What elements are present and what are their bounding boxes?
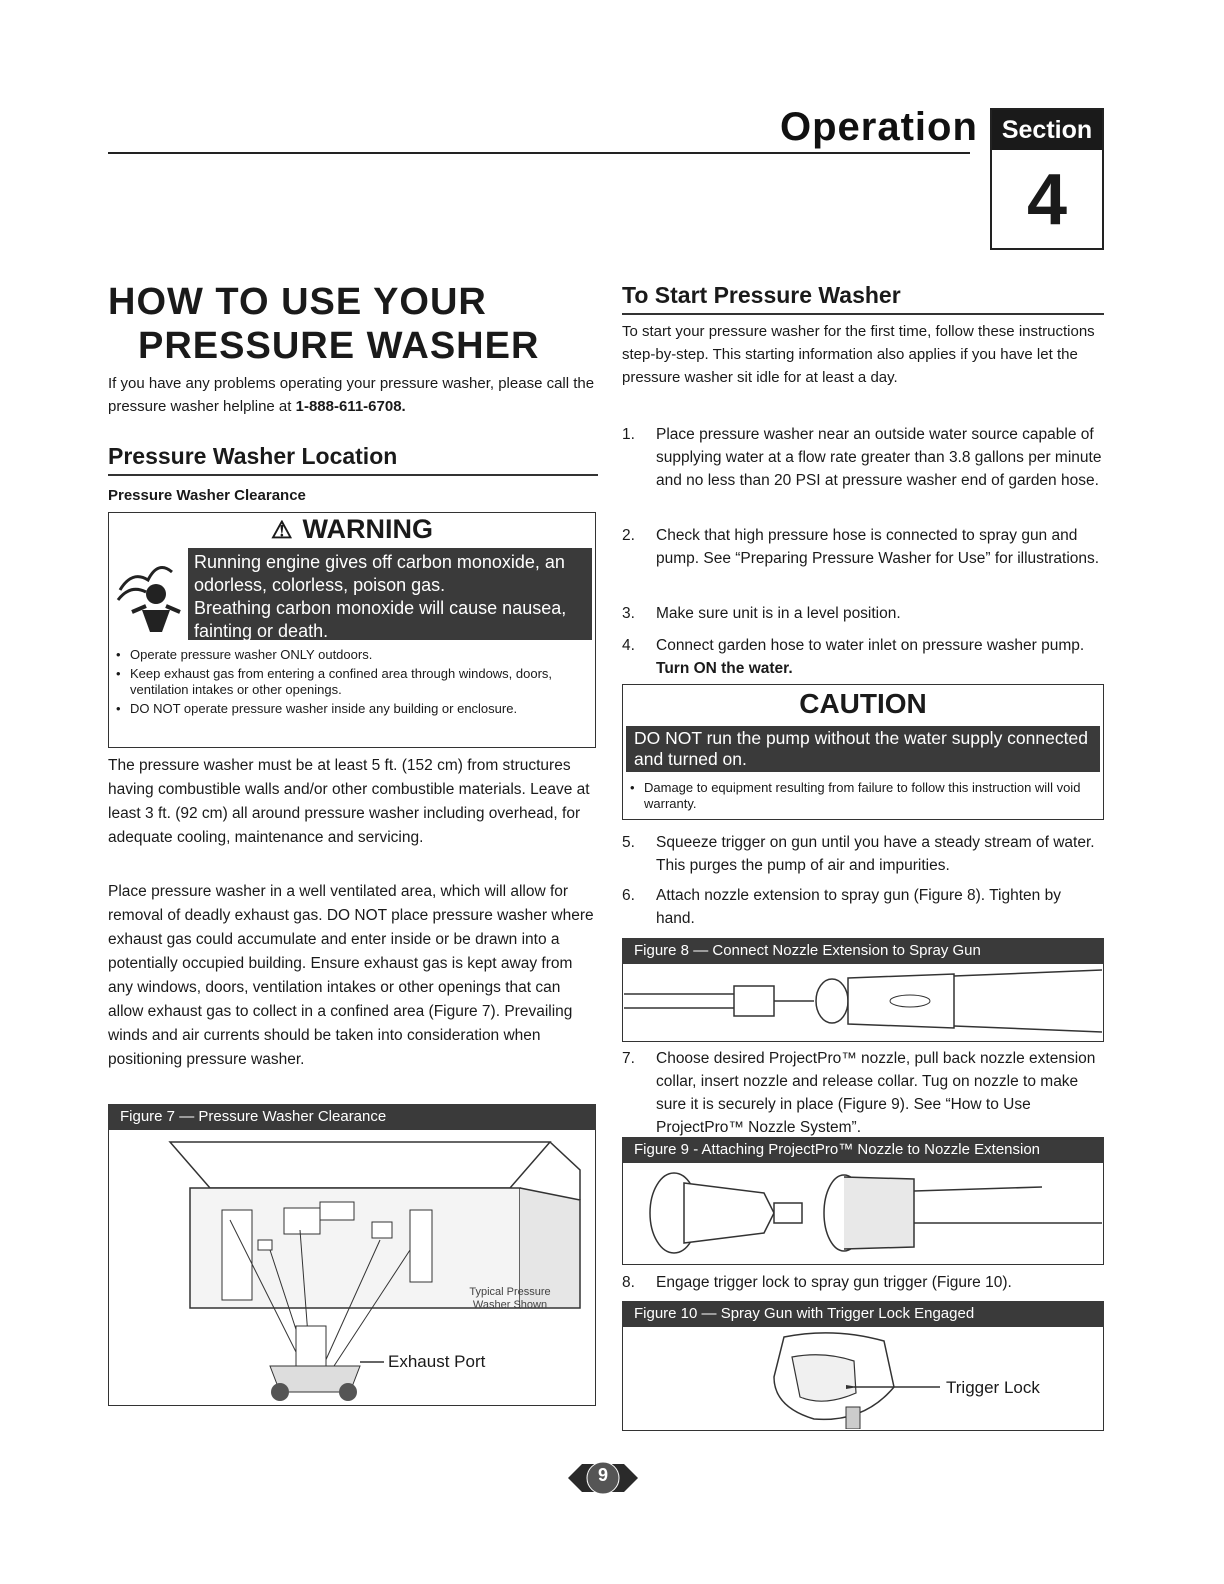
step-number: 6.	[622, 887, 635, 904]
step-text: Choose desired ProjectPro™ nozzle, pull back nozzle extension collar, insert nozzle and release collar. Tug on nozzle to make sure it is securely in place (Figure 9). See “How to Use ProjectPro™ Nozzle System”.	[656, 1050, 1096, 1136]
warning-bullet: • Operate pressure washer ONLY outdoors.	[114, 647, 584, 663]
caution-band: DO NOT run the pump without the water supply connected and turned on.	[626, 726, 1100, 772]
figure10-caption: Figure 10 — Spray Gun with Trigger Lock Engaged	[622, 1301, 1104, 1327]
start-rule	[622, 313, 1104, 315]
start-heading: To Start Pressure Washer	[622, 282, 901, 308]
step-number: 4.	[622, 637, 635, 654]
clearance-paragraph: The pressure washer must be at least 5 ft. (152 cm) from structures having combustible walls and/or other combustible materials. Leave at least 3 ft. (92 cm) all around pressure washer including overhead, for adequate cooling, maintenance and servicing.	[108, 757, 590, 846]
step-number: 5.	[622, 834, 635, 851]
figure10-trigger-lock-label: Trigger Lock	[946, 1378, 1040, 1397]
step-item	[622, 831, 1104, 877]
step-item	[622, 602, 1104, 625]
main-title-line1: HOW TO USE YOUR	[108, 281, 487, 323]
step-number: 3.	[622, 605, 635, 622]
warning-bullet: • DO NOT operate pressure washer inside any building or enclosure.	[114, 701, 584, 717]
figure8-nozzle-illustration	[624, 964, 1102, 1040]
clearance-heading: Pressure Washer Clearance	[108, 487, 306, 504]
caution-bullets	[626, 780, 1092, 812]
carbon-monoxide-hazard-icon	[112, 550, 184, 640]
step-text-bold: Turn ON the water.	[656, 660, 793, 677]
warning-bullet: • Keep exhaust gas from entering a confined area through windows, doors, ventilation intakes or other openings.	[114, 666, 584, 698]
step-text: Squeeze trigger on gun until you have a steady stream of water. This purges the pump of air and impurities.	[656, 834, 1095, 874]
ventilation-paragraph: Place pressure washer in a well ventilated area, which will allow for removal of deadly exhaust gas. DO NOT place pressure washer where exhaust gas could accumulate and enter inside or be drawn into a potentially occupied building. Ensure exhaust gas is kept away from any windows, doors, ventilation intakes or other openings that can allow exhaust gas to collect in a confined area (Figure 7). Prevailing winds and air currents should be taken into consideration when positioning pressure washer.	[108, 883, 594, 1068]
step-text: Check that high pressure hose is connected to spray gun and pump. See “Preparing Pressure Washer for Use” for illustrations.	[656, 527, 1100, 567]
figure8-caption: Figure 8 — Connect Nozzle Extension to Spray Gun	[622, 938, 1104, 964]
warning-band	[188, 548, 592, 640]
section-label: Section	[992, 110, 1102, 150]
warning-triangle-icon: ⚠	[270, 517, 293, 544]
step-number: 8.	[622, 1274, 635, 1291]
main-title-line2: PRESSURE WASHER	[138, 325, 540, 367]
intro-paragraph	[108, 372, 598, 418]
section-number: 4	[1026, 160, 1068, 240]
page-title: Operation	[780, 105, 978, 149]
figure9-nozzle-illustration	[624, 1163, 1102, 1263]
figure7-exhaust-label: Exhaust Port	[388, 1352, 486, 1371]
caution-title: CAUTION	[799, 688, 927, 719]
caution-bullet: • Damage to equipment resulting from failure to follow this instruction will void warranty.	[626, 780, 1092, 812]
step-text	[656, 634, 1104, 680]
header-rule	[108, 152, 970, 154]
warning-title	[108, 514, 596, 545]
step-number: 7.	[622, 1050, 635, 1067]
figure7-typical-label: Typical Pressure Washer Shown	[469, 1286, 551, 1311]
helpline-number: 1-888-611-6708.	[295, 398, 406, 415]
figure9-caption: Figure 9 - Attaching ProjectPro™ Nozzle to Nozzle Extension	[622, 1137, 1104, 1163]
step-text: Attach nozzle extension to spray gun (Figure 8). Tighten by hand.	[656, 887, 1061, 927]
step-text: Make sure unit is in a level position.	[656, 605, 901, 622]
step-item	[622, 1271, 1104, 1294]
figure7-house-illustration	[110, 1130, 594, 1404]
step-text-plain: Connect garden hose to water inlet on pressure washer pump.	[656, 637, 1085, 654]
figure7-caption: Figure 7 — Pressure Washer Clearance	[108, 1104, 596, 1130]
main-title	[108, 280, 598, 368]
warning-title-text: WARNING	[302, 514, 433, 544]
intro-text: If you have any problems operating your pressure washer, please call the pressure washer helpline at	[108, 375, 595, 415]
location-rule	[108, 474, 598, 476]
warning-band-line1: Running engine gives off carbon monoxide, an odorless, colorless, poison gas.	[194, 552, 565, 595]
page-number: 9	[597, 1465, 608, 1485]
step-number: 1.	[622, 426, 635, 443]
step-number: 2.	[622, 527, 635, 544]
step-item	[622, 884, 1104, 930]
step-text: Place pressure washer near an outside water source capable of supplying water at a flow rate greater than 3.8 gallons per minute and no less than 20 PSI at pressure washer end of garden hose.	[656, 426, 1102, 489]
step-item	[622, 524, 1104, 570]
step-item	[622, 1047, 1104, 1139]
location-heading: Pressure Washer Location	[108, 443, 398, 469]
warning-band-line2: Breathing carbon monoxide will cause nausea, fainting or death.	[194, 598, 567, 641]
warning-bullets	[114, 647, 584, 720]
step-item	[622, 423, 1104, 492]
step-item	[622, 634, 1104, 680]
start-intro: To start your pressure washer for the first time, follow these instructions step-by-step. This starting information also applies if you have let the pressure washer sit idle for at least a day.	[622, 323, 1095, 386]
step-text: Engage trigger lock to spray gun trigger (Figure 10).	[656, 1274, 1012, 1291]
